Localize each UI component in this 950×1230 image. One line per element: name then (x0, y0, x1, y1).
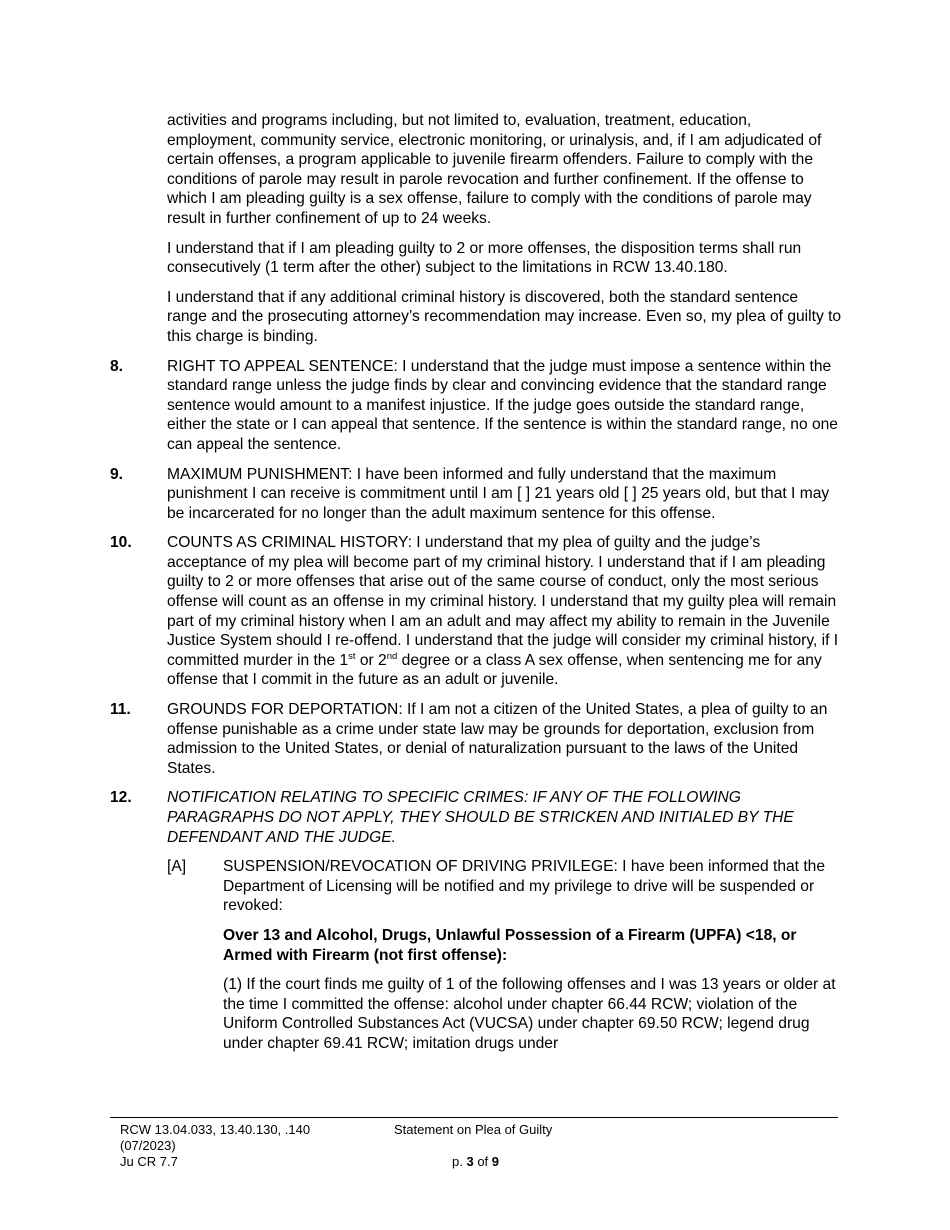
page-prefix: p. (452, 1154, 467, 1169)
footer-divider (110, 1117, 838, 1118)
court-finding-paragraph: (1) If the court finds me guilty of 1 of the following offenses and I was 13 years or older at the time I committed the offense: alcohol under chapter 66.44 RCW; violation of the Uniform Controlled Substances Act (VUCSA) under chapter 69.50 RCW; legend drug under chapter 69.41 RCW; imitation drugs under (223, 976, 836, 1052)
item-9-maximum-punishment (110, 465, 842, 524)
item-12-notification (110, 788, 842, 847)
parole-paragraph: activities and programs including, but not limited to, evaluation, treatment, education, employment, community service, electronic monitoring, or urinalysis, and, if I am adjudicated of certain offenses, a program applicable to juvenile firearm offenders. Failure to comply with the conditions of parole may result in parole revocation and further confinement. If the offense to which I am pleading guilty is a sex offense, failure to comply with the conditions of parole may result in further confinement of up to 24 weeks. (167, 112, 822, 227)
item-number: 12. (110, 789, 132, 807)
criminal-history-paragraph: I understand that if any additional criminal history is discovered, both the standard sentence range and the prosecuting attorney’s recommendation may increase. Even so, my plea of guilty to this charge is binding. (167, 288, 842, 345)
item-text-part-c: degree or a class A sex offense, when sentencing me for any offense that I commit in the future as an adult or juvenile. (167, 651, 822, 689)
item-text-part-a: COUNTS AS CRIMINAL HISTORY: I understand that my plea of guilty and the judge’s acceptance of my plea will become part of my criminal history. I understand that if I am pleading guilty to 2 or more offenses that arise out of the same course of conduct, only the most serious offense will count as an offense in my criminal history. I understand that my guilty plea will remain part of my criminal history when I am an adult and may affect my ability to remain in the Juvenile Justice System should I re-offend. I understand that the judge will consider my criminal history, if I committed murder in the 1 (167, 534, 839, 669)
footer-citation (120, 1122, 310, 1170)
subitem-a-driving-privilege (167, 857, 842, 916)
footer-statutes: RCW 13.04.033, 13.40.130, .140 (120, 1122, 311, 1137)
item-text: NOTIFICATION RELATING TO SPECIFIC CRIMES: IF ANY OF THE FOLLOWING PARAGRAPHS DO NOT APPLY, THEY SHOULD BE STRICKEN AND INITIALED BY THE DEFENDANT AND THE JUDGE. (167, 789, 794, 846)
footer-rule: Ju CR 7.7 (120, 1154, 178, 1169)
item-8-right-to-appeal (110, 357, 842, 455)
item-text (167, 533, 842, 690)
item-number: 11. (110, 701, 131, 719)
document-body (110, 111, 842, 1064)
consecutive-terms-paragraph: I understand that if I am pleading guilty to 2 or more offenses, the disposition terms shall run consecutively (1 term after the other) subject to the limitations in RCW 13.40.180. (167, 239, 802, 277)
subitem-label: [A] (167, 858, 187, 876)
item-11-deportation (110, 700, 842, 778)
item-10-criminal-history (110, 533, 842, 690)
subitem-text: SUSPENSION/REVOCATION OF DRIVING PRIVILEGE: I have been informed that the Department of Licensing will be notified and my privilege to drive will be suspended or revoked: (223, 858, 826, 915)
item-text-part-b: or 2 (355, 651, 387, 669)
page-current: 3 (466, 1154, 474, 1169)
superscript-st: st (348, 650, 356, 662)
item-text: RIGHT TO APPEAL SENTENCE: I understand that the judge must impose a sentence within the standard range unless the judge finds by clear and convincing evidence that the standard range sentence would amount to a manifest injustice. If the judge goes outside the standard range, either the state or I can appeal that sentence. If the sentence is within the standard range, no one can appeal the sentence. (167, 357, 838, 453)
item-number: 8. (110, 357, 124, 375)
page-of: of (473, 1154, 492, 1169)
footer-form-title: Statement on Plea of Guilty (394, 1122, 553, 1137)
item-number: 9. (110, 465, 124, 483)
item-text: GROUNDS FOR DEPORTATION: If I am not a citizen of the United States, a plea of guilty to an offense punishable as a crime under state law may be grounds for deportation, exclusion from admission to the United States, or denial of naturalization pursuant to the laws of the United States. (167, 701, 828, 777)
page-total: 9 (491, 1154, 500, 1169)
footer-revision: (07/2023) (120, 1138, 176, 1153)
page-number (452, 1154, 499, 1170)
superscript-nd: nd (386, 650, 398, 662)
item-number: 10. (110, 534, 132, 552)
offense-category-heading: Over 13 and Alcohol, Drugs, Unlawful Possession of a Firearm (UPFA) <18, or Armed with Firearm (not first offense): (223, 926, 797, 964)
item-text: MAXIMUM PUNISHMENT: I have been informed and fully understand that the maximum punishment I can receive is commitment until I am [ ] 21 years old [ ] 25 years old, but that I may be incarcerated for no longer than the adult maximum sentence for this offense. (167, 465, 830, 522)
